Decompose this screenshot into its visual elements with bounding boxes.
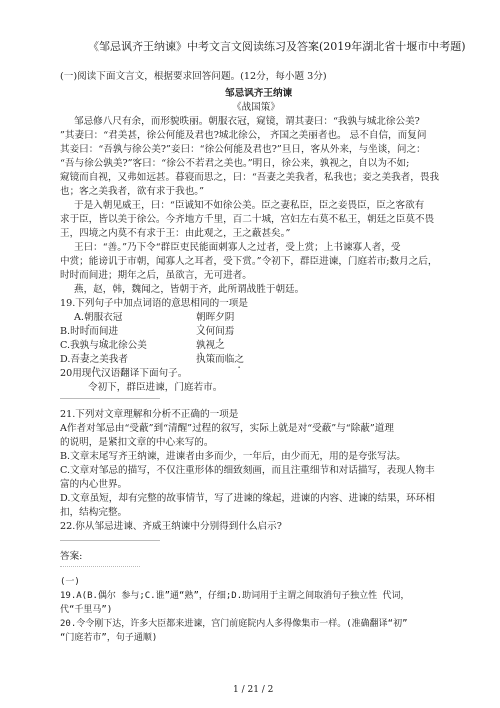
passage-title: 邹忌讽齐王纳谏 — [225, 88, 293, 99]
answers-heading: 答案: — [60, 551, 83, 562]
option-text: 与城北徐公美 — [89, 340, 147, 351]
q21-line: A作者对邹忌由“受蔽”到“清醒”过程的叙写，实际上就是对“受蔽”与“除蔽”道理 — [60, 423, 394, 434]
answer-blank-line — [60, 540, 160, 541]
q21-line: 富的内心世界。 — [60, 479, 128, 490]
option-text: 视之 — [205, 340, 225, 351]
answer-blank-line — [60, 398, 160, 399]
separator — [60, 566, 140, 567]
option-label: C. — [60, 340, 71, 351]
option-text: 时时而 — [70, 326, 99, 337]
answer-line: 代“千里马”) — [60, 605, 113, 615]
passage-line: 窥镜而自视，又弗如远甚。暮寝而思之，曰：“吾妻之美我者，私我也；妾之美我者，畏我 — [60, 172, 440, 183]
dotted-word: 朝 — [196, 312, 206, 323]
passage-line: 时时而间进；期年之后，虽欲言，无可进者。 — [60, 270, 252, 281]
q21-line: D.文章虽短，却有完整的故事情节，写了进谏的缘起，进谏的内容、进谏的结果，环环相 — [60, 493, 435, 504]
option-text: 焉 — [224, 326, 235, 337]
passage-line: “吾与徐公孰美?”客曰：“徐公不若君之美也。”明日，徐公来，孰视之，自以为不如; — [60, 158, 410, 169]
passage-line: 于是入朝见威王，曰：“臣诚知不如徐公美。臣之妻私臣，臣之妾畏臣，臣之客欲有 — [74, 200, 425, 211]
option-text: 晖夕阴 — [205, 312, 235, 323]
q19-stem: 19.下列句子中加点词语的意思相同的一项是 — [60, 298, 248, 309]
answer-line: “门庭若市”，句子通顺) — [60, 633, 158, 643]
passage-line: 王曰：“善。”乃下令“群臣吏民能面刺寡人之过者，受上赏；上书谏寡人者，受 — [74, 242, 401, 253]
option-text: 服衣冠 — [93, 312, 123, 323]
q21-stem: 21.下列对文章理解和分析不正确的一项是 — [60, 409, 239, 420]
option-label: B. — [60, 326, 71, 337]
passage-line: 王，四境之内莫不有求于王：由此观之，王之蔽甚矣。” — [60, 228, 291, 239]
passage-line: 燕，赵，韩，魏闻之，皆朝于齐，此所谓战胜于朝廷。 — [74, 284, 305, 295]
passage-line: 也；客之美我者，欲有求于我也。” — [60, 186, 205, 197]
option-label: A. — [74, 312, 84, 323]
section-intro: (一)阅读下面文言文，根据要求回答问题。(12分，每小题 3分) — [60, 71, 327, 82]
option-text: 执策而临 — [196, 354, 235, 365]
option-label: D. — [60, 354, 71, 365]
passage-line: ”其妻曰：“君美甚，徐公何能及君也?城北徐公， 齐国之美丽者也。 忌不自信，而复问 — [60, 130, 427, 141]
q22-stem: 22.你从邹忌进谏、齐威王纳谏中分别得到什么启示? — [60, 521, 282, 532]
option-text: 又何 — [196, 326, 216, 337]
q21-line: C.文章对邹忌的描写，不仅注重形体的细致刻画，而且注重细节和对话描写，表现人物丰 — [60, 465, 435, 476]
dotted-word: 之 — [234, 354, 244, 365]
option-text: 美我者 — [99, 354, 128, 365]
option-text: 进 — [108, 326, 119, 337]
answers-section: (一) — [60, 577, 80, 587]
q19-option-d-compare — [196, 353, 244, 371]
answer-line: 20.令令刚下达，许多大臣都来进谏，宫门前庭院内人多得像集市一样。(准确翻译“初” — [60, 619, 408, 629]
dotted-word: 朝 — [83, 312, 94, 323]
passage-line: 其妾曰：“吾孰与徐公美?”妾曰：“徐公何能及君也?”旦日，客从外来，与坐谈，问之： — [60, 144, 426, 155]
option-text: 吾妻 — [70, 354, 90, 365]
option-text: 我 — [70, 340, 80, 351]
dotted-word: 间 — [98, 326, 109, 337]
dotted-word: 之 — [89, 354, 100, 365]
dotted-word: 间 — [215, 326, 225, 337]
q20-stem: 20用现代汉语翻译下面句子。 — [60, 368, 188, 379]
q21-line: 扣，结构完整。 — [60, 507, 128, 518]
q21-line: B.文章末尾写齐王纳谏，进谏者由多而少，一年后，由少而无，用的是夸张写法。 — [60, 451, 406, 462]
q21-line: 的说明，是紧扣文章的中心来写的。 — [60, 437, 214, 448]
passage-line: 中赏；能谤讥于市朝，闻寡人之耳者，受下赏。”令初下，群臣进谏，门庭若市;数月之后， — [60, 256, 438, 267]
passage-line: 求于臣，皆以美于徐公。今齐地方千里，百二十城，宫妇左右莫不私王，朝廷之臣莫不畏 — [60, 214, 435, 225]
q20-sentence: 令初下，群臣进谏，门庭若市。 — [88, 382, 223, 393]
passage-source: 《战国策》 — [232, 102, 280, 113]
dotted-word: 孰 — [79, 340, 90, 351]
document-title: 《邹忌讽齐王纳谏》中考文言文阅读练习及答案(2019年湖北省十堰市中考题) — [88, 40, 466, 53]
dotted-word: 孰 — [196, 340, 206, 351]
answer-line: 19.A(B.偶尔 参与;C.谁”通“熟”，仔细;D.助词用于主谓之间取消句子独立性 代词， — [60, 591, 410, 601]
page-number: 1 / 21 / 2 — [233, 685, 274, 695]
passage-line: 邹忌修八尺有余，而形貌昳丽。朝服衣冠，窥镜，谓其妻曰：“我孰与城北徐公美? — [74, 116, 420, 127]
